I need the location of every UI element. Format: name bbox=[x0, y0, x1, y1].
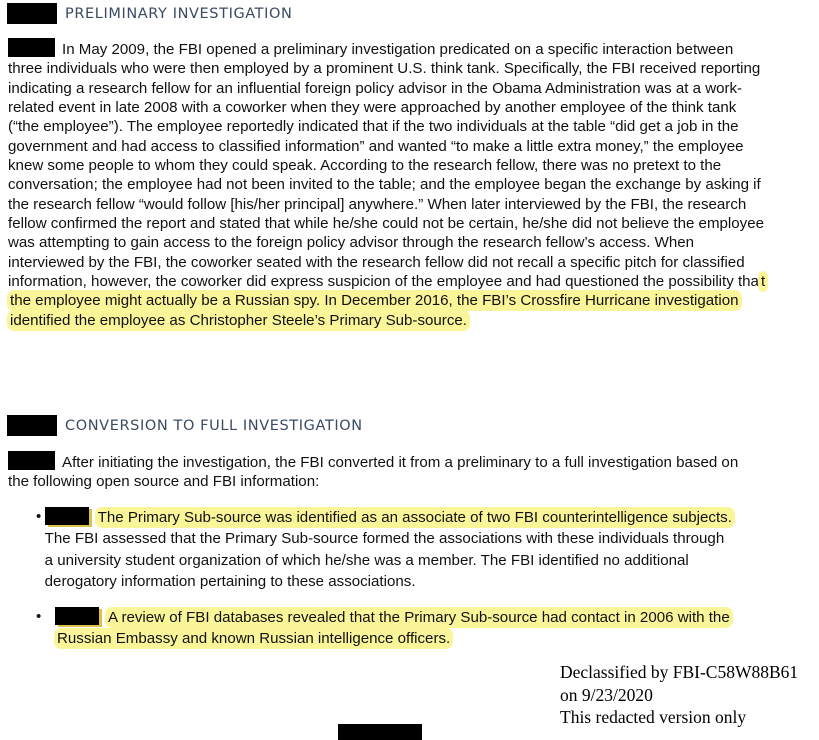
section-heading-preliminary bbox=[7, 3, 292, 24]
redaction-block bbox=[338, 724, 422, 740]
redaction-block bbox=[8, 38, 55, 57]
bullet-item bbox=[36, 507, 736, 592]
bullet-text bbox=[45, 507, 736, 592]
redacted-version-line: This redacted version only bbox=[560, 707, 747, 727]
bullet-item bbox=[36, 607, 736, 650]
bullet-icon: • bbox=[36, 608, 42, 625]
declassification-stamp bbox=[560, 661, 798, 729]
declassified-by-line: Declassified by FBI-C58W88B61 bbox=[560, 662, 799, 682]
conversion-intro-text: After initiating the investigation, the FBI converted it from a preliminary to a full investigation based on the following open source and FBI information: bbox=[8, 454, 739, 491]
highlighted-text: A review of FBI databases revealed that the Primary Sub-source had contact in 2006 with the Russian Embassy and known Russian intelligence officers. bbox=[57, 609, 730, 648]
redaction-block bbox=[8, 451, 55, 470]
bullet-text bbox=[55, 607, 736, 650]
section-heading-text: CONVERSION TO FULL INVESTIGATION bbox=[65, 417, 363, 434]
preliminary-paragraph bbox=[8, 38, 768, 330]
redaction-block bbox=[55, 607, 99, 625]
redaction-block bbox=[7, 3, 57, 24]
conversion-intro-paragraph bbox=[8, 451, 748, 492]
section-heading-text: PRELIMINARY INVESTIGATION bbox=[65, 5, 293, 22]
redaction-block bbox=[7, 415, 57, 436]
redaction-block bbox=[45, 507, 89, 525]
highlighted-text: The Primary Sub-source was identified as an associate of two FBI counterintelligence subjects. bbox=[97, 509, 732, 526]
declassified-date-line: on 9/23/2020 bbox=[560, 684, 653, 705]
highlighted-text: t the employee might actually be a Russian spy. In December 2016, the FBI’s Crossfire Hurricane investigation identified the employee as Christopher Steele’s Primary Sub-source. bbox=[10, 273, 766, 329]
bullet-rest-text: The FBI assessed that the Primary Sub-source formed the associations with these individuals through a university student organization of which he/she was a member. The FBI identified no additional derogatory information pertaining to these associations. bbox=[44, 530, 725, 590]
preliminary-body-text: In May 2009, the FBI opened a preliminary investigation predicated on a specific interaction between three individuals who were then employed by a prominent U.S. think tank. Specifically, the FBI received reporting indicating a research fellow for an influential foreign policy advisor in the Obama Administration was at a work-related event in late 2008 with a coworker when they were approached by another employee of the think tank (“the employee”). The employee reportedly indicated that if the two individuals at the table “did get a job in the government and had access to classified information” and wanted “to make a little extra money,” the employee knew some people to whom they could speak. According to the research fellow, there was no pretext to the conversation; the employee had not been invited to the table; and the employee began the exchange by asking if the research fellow “would follow [his/her principal] anywhere.” When later interviewed by the FBI, the research fellow confirmed the report and stated that while he/she could not be certain, he/she did not believe the employee was attempting to gain access to the foreign policy advisor through the research fellow’s access. When interviewed by the FBI, the coworker seated with the research fellow did not recall a specific pitch for classified information, however, the coworker did express suspicion of the employee and had questioned the possibility tha bbox=[8, 41, 764, 291]
bullet-icon: • bbox=[36, 508, 42, 525]
section-heading-conversion bbox=[7, 415, 363, 436]
